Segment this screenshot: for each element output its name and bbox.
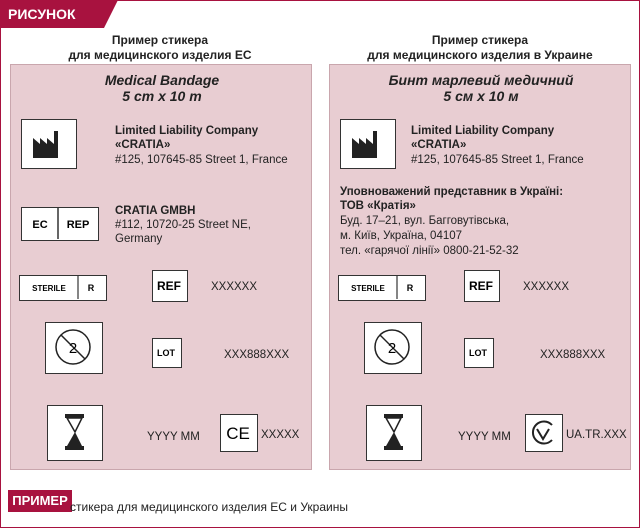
hourglass-icon (47, 405, 103, 461)
ref-icon (464, 270, 500, 302)
left-product-name (11, 72, 313, 104)
right-expiry-value: YYYY MM (458, 431, 511, 443)
left-title-line1: Пример стикера (111, 33, 209, 47)
right-rep-name: ТОВ «Кратія» (340, 200, 416, 212)
right-rep-address1: Буд. 17–21, вул. Багговутівська, (340, 215, 510, 227)
lot-text: LOT (157, 348, 175, 358)
lot-icon (464, 338, 494, 368)
left-product-line1: Medical Bandage (104, 72, 220, 88)
left-lot-value: XXX888XXX (224, 349, 290, 361)
badge-corner (104, 0, 118, 28)
ec-rep-icon (21, 207, 99, 241)
right-product-name (330, 72, 632, 104)
right-mfr-brand: «CRATIA» (411, 139, 467, 151)
left-mfr-name: Limited Liability Company (115, 125, 259, 137)
left-mfr-address: #125, 107645-85 Street 1, France (115, 154, 288, 166)
rep-text: REP (66, 219, 90, 231)
ref-text: REF (469, 279, 493, 293)
svg-text:2: 2 (387, 340, 397, 357)
right-mfr-address: #125, 107645-85 Street 1, France (411, 154, 584, 166)
right-rep-address2: м. Київ, Україна, 04107 (340, 230, 463, 242)
left-product-line2: 5 cm x 10 m (122, 88, 202, 104)
sterile-r-icon (19, 275, 107, 301)
ref-text: REF (157, 279, 181, 293)
figure-badge: РИСУНОК (0, 0, 104, 28)
lot-text: LOT (469, 348, 487, 358)
right-sticker (329, 64, 631, 470)
left-rep-address1: #112, 10720-25 Street NE, (115, 219, 251, 231)
r-text: R (87, 283, 95, 293)
right-mfr-name: Limited Liability Company (411, 125, 555, 137)
right-lot-value: XXX888XXX (540, 349, 606, 361)
left-sticker (10, 64, 312, 470)
right-product-line2: 5 см х 10 м (443, 88, 519, 104)
sterile-text: STERILE (351, 284, 385, 293)
ce-text: CE (226, 424, 250, 443)
svg-text:2: 2 (68, 340, 78, 357)
manufacturer-icon (340, 119, 396, 169)
right-rep-phone: тел. «гарячої лінії» 0800-21-52-32 (340, 245, 519, 257)
right-title-line1: Пример стикера (431, 33, 529, 47)
right-product-line1: Бинт марлевий медичний (388, 72, 574, 88)
left-title-line2: для медицинского изделия ЕС (68, 48, 252, 62)
hourglass-icon (366, 405, 422, 461)
left-mfr-brand: «CRATIA» (115, 139, 171, 151)
left-rep-name: CRATIA GMBH (115, 205, 196, 217)
right-rep-title: Уповноважений представник в Україні: (340, 186, 564, 198)
left-title (10, 33, 310, 63)
ref-icon (152, 270, 188, 302)
right-ref-value: XXXXXX (523, 281, 570, 293)
footer-badge: ПРИМЕР (8, 490, 72, 512)
r-text: R (406, 283, 414, 293)
manufacturer-icon (21, 119, 77, 169)
sterile-text: STERILE (32, 284, 66, 293)
left-expiry-value: YYYY MM (147, 431, 200, 443)
left-mark-value: XXXXX (261, 429, 300, 441)
do-not-reuse-icon (45, 322, 103, 374)
footer-caption: стикера для медицинского изделия ЕС и Украины (70, 500, 348, 514)
left-rep-address2: Germany (115, 233, 163, 245)
lot-icon (152, 338, 182, 368)
right-title (330, 33, 630, 63)
right-title-line2: для медицинского изделия в Украине (367, 48, 593, 62)
left-ref-value: XXXXXX (211, 281, 258, 293)
sterile-r-icon (338, 275, 426, 301)
ec-text: EC (32, 219, 48, 231)
ce-mark-icon (220, 414, 258, 452)
ua-mark-icon (525, 414, 563, 452)
do-not-reuse-icon (364, 322, 422, 374)
right-mark-value: UA.TR.XXX (566, 429, 627, 441)
